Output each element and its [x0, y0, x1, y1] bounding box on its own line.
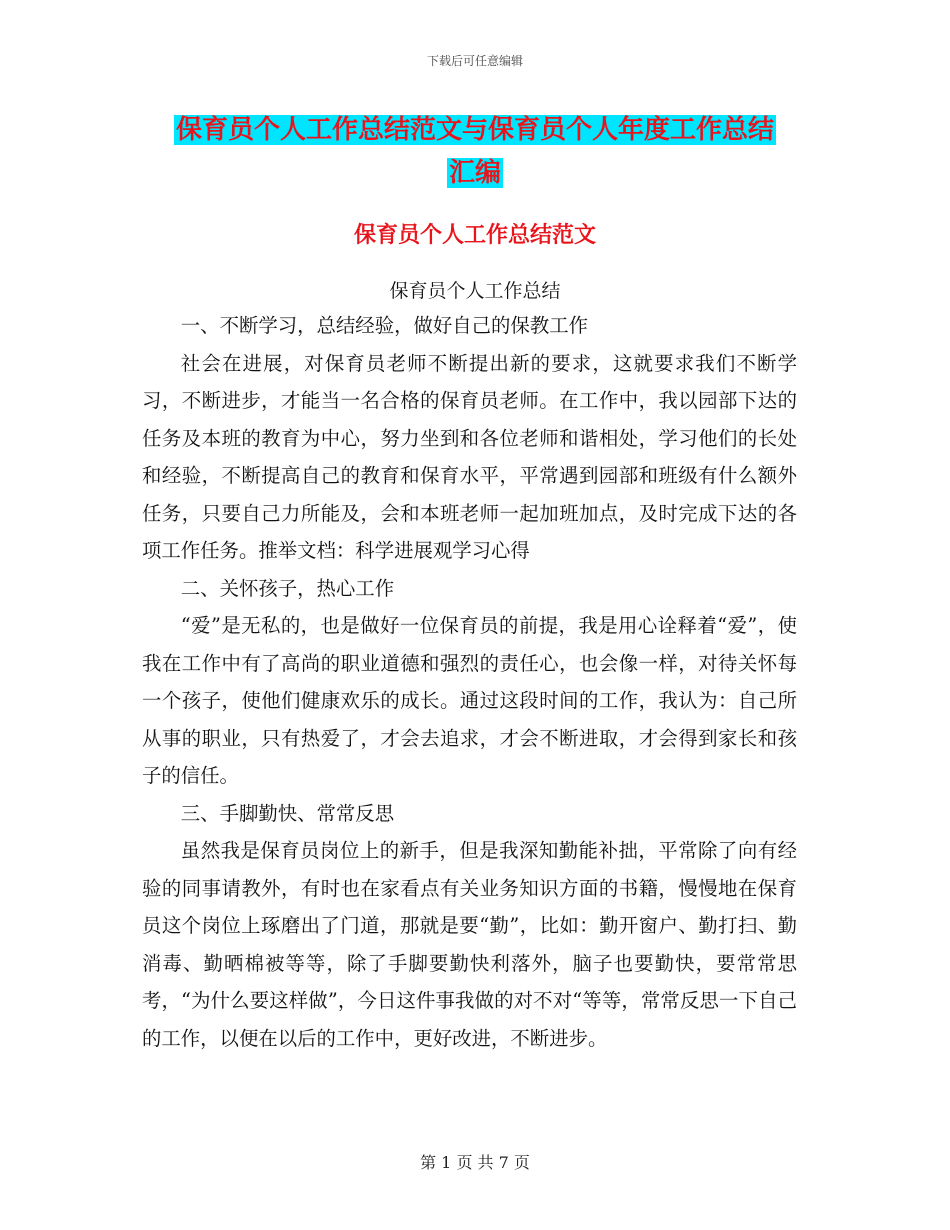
heading-learning: 一、不断学习，总结经验，做好自己的保教工作 [180, 314, 588, 337]
paragraph-caring: “爱”是无私的，也是做好一位保育员的前提，我是用心诠释着“爱”，使我在工作中有了高尚的职业道德和强烈的责任心，也会像一样，对待关怀每一个孩子，使他们健康欢乐的成长。通过这段时间的工作，我认为：自己所从事的职业，只有热爱了，才会去追求，才会不断进取，才会得到家长和孩子的信任。 [142, 614, 797, 787]
paragraph-diligence: 虽然我是保育员岗位上的新手，但是我深知勤能补拙，平常除了向有经验的同事请教外，有时也在家看点有关业务知识方面的书籍，慢慢地在保育员这个岗位上琢磨出了门道，那就是要“勤”，比如：勤开窗户、勤打扫、勤消毒、勤晒棉被等等，除了手脚要勤快利落外，脑子也要勤快，要常常思考，“为什么要这样做”，今日这件事我做的对不对“等等，常常反思一下自己的工作，以便在以后的工作中，更好改进，不断进步。 [142, 839, 797, 1050]
section-subtitle: 保育员个人工作总结 [389, 280, 561, 302]
paragraph-learning: 社会在进展，对保育员老师不断提出新的要求，这就要求我们不断学习，不断进步，才能当一名合格的保育员老师。在工作中，我以园部下达的任务及本班的教育为中心，努力坐到和各位老师和谐相处，学习他们的长处和经验，不断提高自己的教育和保育水平，平常遇到园部和班级有什么额外任务，只要自己力所能及，会和本班老师一起加班加点，及时完成下达的各项工作任务。推举文档：科学进展观学习心得 [142, 351, 797, 562]
page-number-footer: 第 1 页 共 7 页 [420, 1153, 530, 1172]
document-title-text-1: 保育员个人工作总结范文与保育员个人年度工作总结 [175, 115, 774, 145]
document-title-line-2 [0, 150, 950, 196]
document-title-text-2: 汇编 [448, 158, 501, 188]
document-title-line-1 [0, 107, 950, 153]
heading-diligence: 三、手脚勤快、常常反思 [180, 801, 395, 825]
heading-caring: 二、关怀孩子，热心工作 [180, 576, 395, 600]
section-title: 保育员个人工作总结范文 [353, 223, 596, 248]
document-body [142, 307, 797, 1057]
page-header-note: 下载后可任意编辑 [426, 54, 523, 68]
